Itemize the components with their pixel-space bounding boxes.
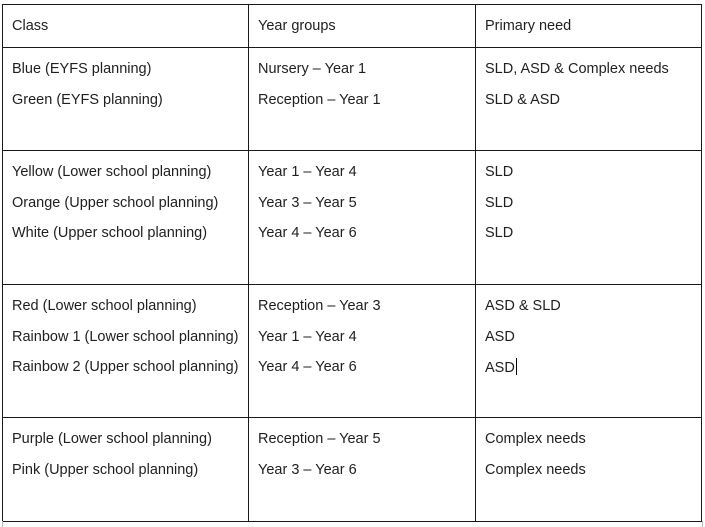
class-cell[interactable] xyxy=(3,285,249,418)
class-cell[interactable] xyxy=(3,151,249,285)
page-corner-mark-left xyxy=(2,521,3,527)
class-name: Rainbow 1 (Lower school planning) xyxy=(12,328,239,345)
year-range: Reception – Year 3 xyxy=(258,298,381,314)
primary-need-cell[interactable] xyxy=(476,151,702,285)
header-cell-primary-need[interactable] xyxy=(476,5,702,48)
table-row xyxy=(3,285,702,418)
primary-need: ASD xyxy=(485,328,515,345)
year-range: Reception – Year 5 xyxy=(258,431,381,447)
class-name: Red (Lower school planning) xyxy=(12,298,197,314)
class-name: White (Upper school planning) xyxy=(12,225,208,241)
text-cursor xyxy=(516,358,517,375)
primary-need-cell[interactable] xyxy=(476,418,702,522)
year-range: Reception – Year 1 xyxy=(258,91,381,108)
year-groups-cell[interactable] xyxy=(249,285,476,418)
year-groups-cell[interactable] xyxy=(249,48,476,151)
primary-need-with-cursor[interactable] xyxy=(485,358,701,389)
year-range: Year 1 – Year 4 xyxy=(258,328,357,345)
class-name: Orange (Upper school planning) xyxy=(12,194,219,211)
year-range: Year 1 – Year 4 xyxy=(258,164,357,180)
table-row xyxy=(3,151,702,285)
primary-need: SLD xyxy=(485,164,514,180)
class-table xyxy=(2,4,702,522)
primary-need: Complex needs xyxy=(485,431,586,447)
primary-need: SLD xyxy=(485,194,514,211)
header-cell-class[interactable] xyxy=(3,5,249,48)
class-name: Purple (Lower school planning) xyxy=(12,431,212,447)
primary-need: SLD, ASD & Complex needs xyxy=(485,61,669,77)
class-name: Pink (Upper school planning) xyxy=(12,461,199,478)
primary-need-cell[interactable] xyxy=(476,48,702,151)
year-groups-cell[interactable] xyxy=(249,418,476,522)
year-range: Year 4 – Year 6 xyxy=(258,225,357,241)
header-primary-need: Primary need xyxy=(485,18,572,34)
page-corner-mark-right xyxy=(702,521,703,527)
primary-need: ASD & SLD xyxy=(485,298,561,314)
header-class: Class xyxy=(12,18,49,34)
table-row xyxy=(3,418,702,522)
header-row xyxy=(3,5,702,48)
year-range: Year 4 – Year 6 xyxy=(258,359,357,375)
table-row xyxy=(3,48,702,151)
year-range: Nursery – Year 1 xyxy=(258,61,367,77)
year-groups-cell[interactable] xyxy=(249,151,476,285)
primary-need: SLD xyxy=(485,225,514,241)
year-range: Year 3 – Year 5 xyxy=(258,194,357,211)
class-cell[interactable] xyxy=(3,418,249,522)
class-name: Green (EYFS planning) xyxy=(12,91,163,108)
header-year-groups: Year groups xyxy=(258,18,336,34)
class-name: Yellow (Lower school planning) xyxy=(12,164,212,180)
class-cell[interactable] xyxy=(3,48,249,151)
class-name: Blue (EYFS planning) xyxy=(12,61,152,77)
class-name: Rainbow 2 (Upper school planning) xyxy=(12,359,239,375)
primary-need-cell[interactable] xyxy=(476,285,702,418)
primary-need: Complex needs xyxy=(485,461,586,478)
primary-need: SLD & ASD xyxy=(485,91,560,108)
header-cell-year-groups[interactable] xyxy=(249,5,476,48)
primary-need: ASD xyxy=(485,360,515,376)
year-range: Year 3 – Year 6 xyxy=(258,461,357,478)
